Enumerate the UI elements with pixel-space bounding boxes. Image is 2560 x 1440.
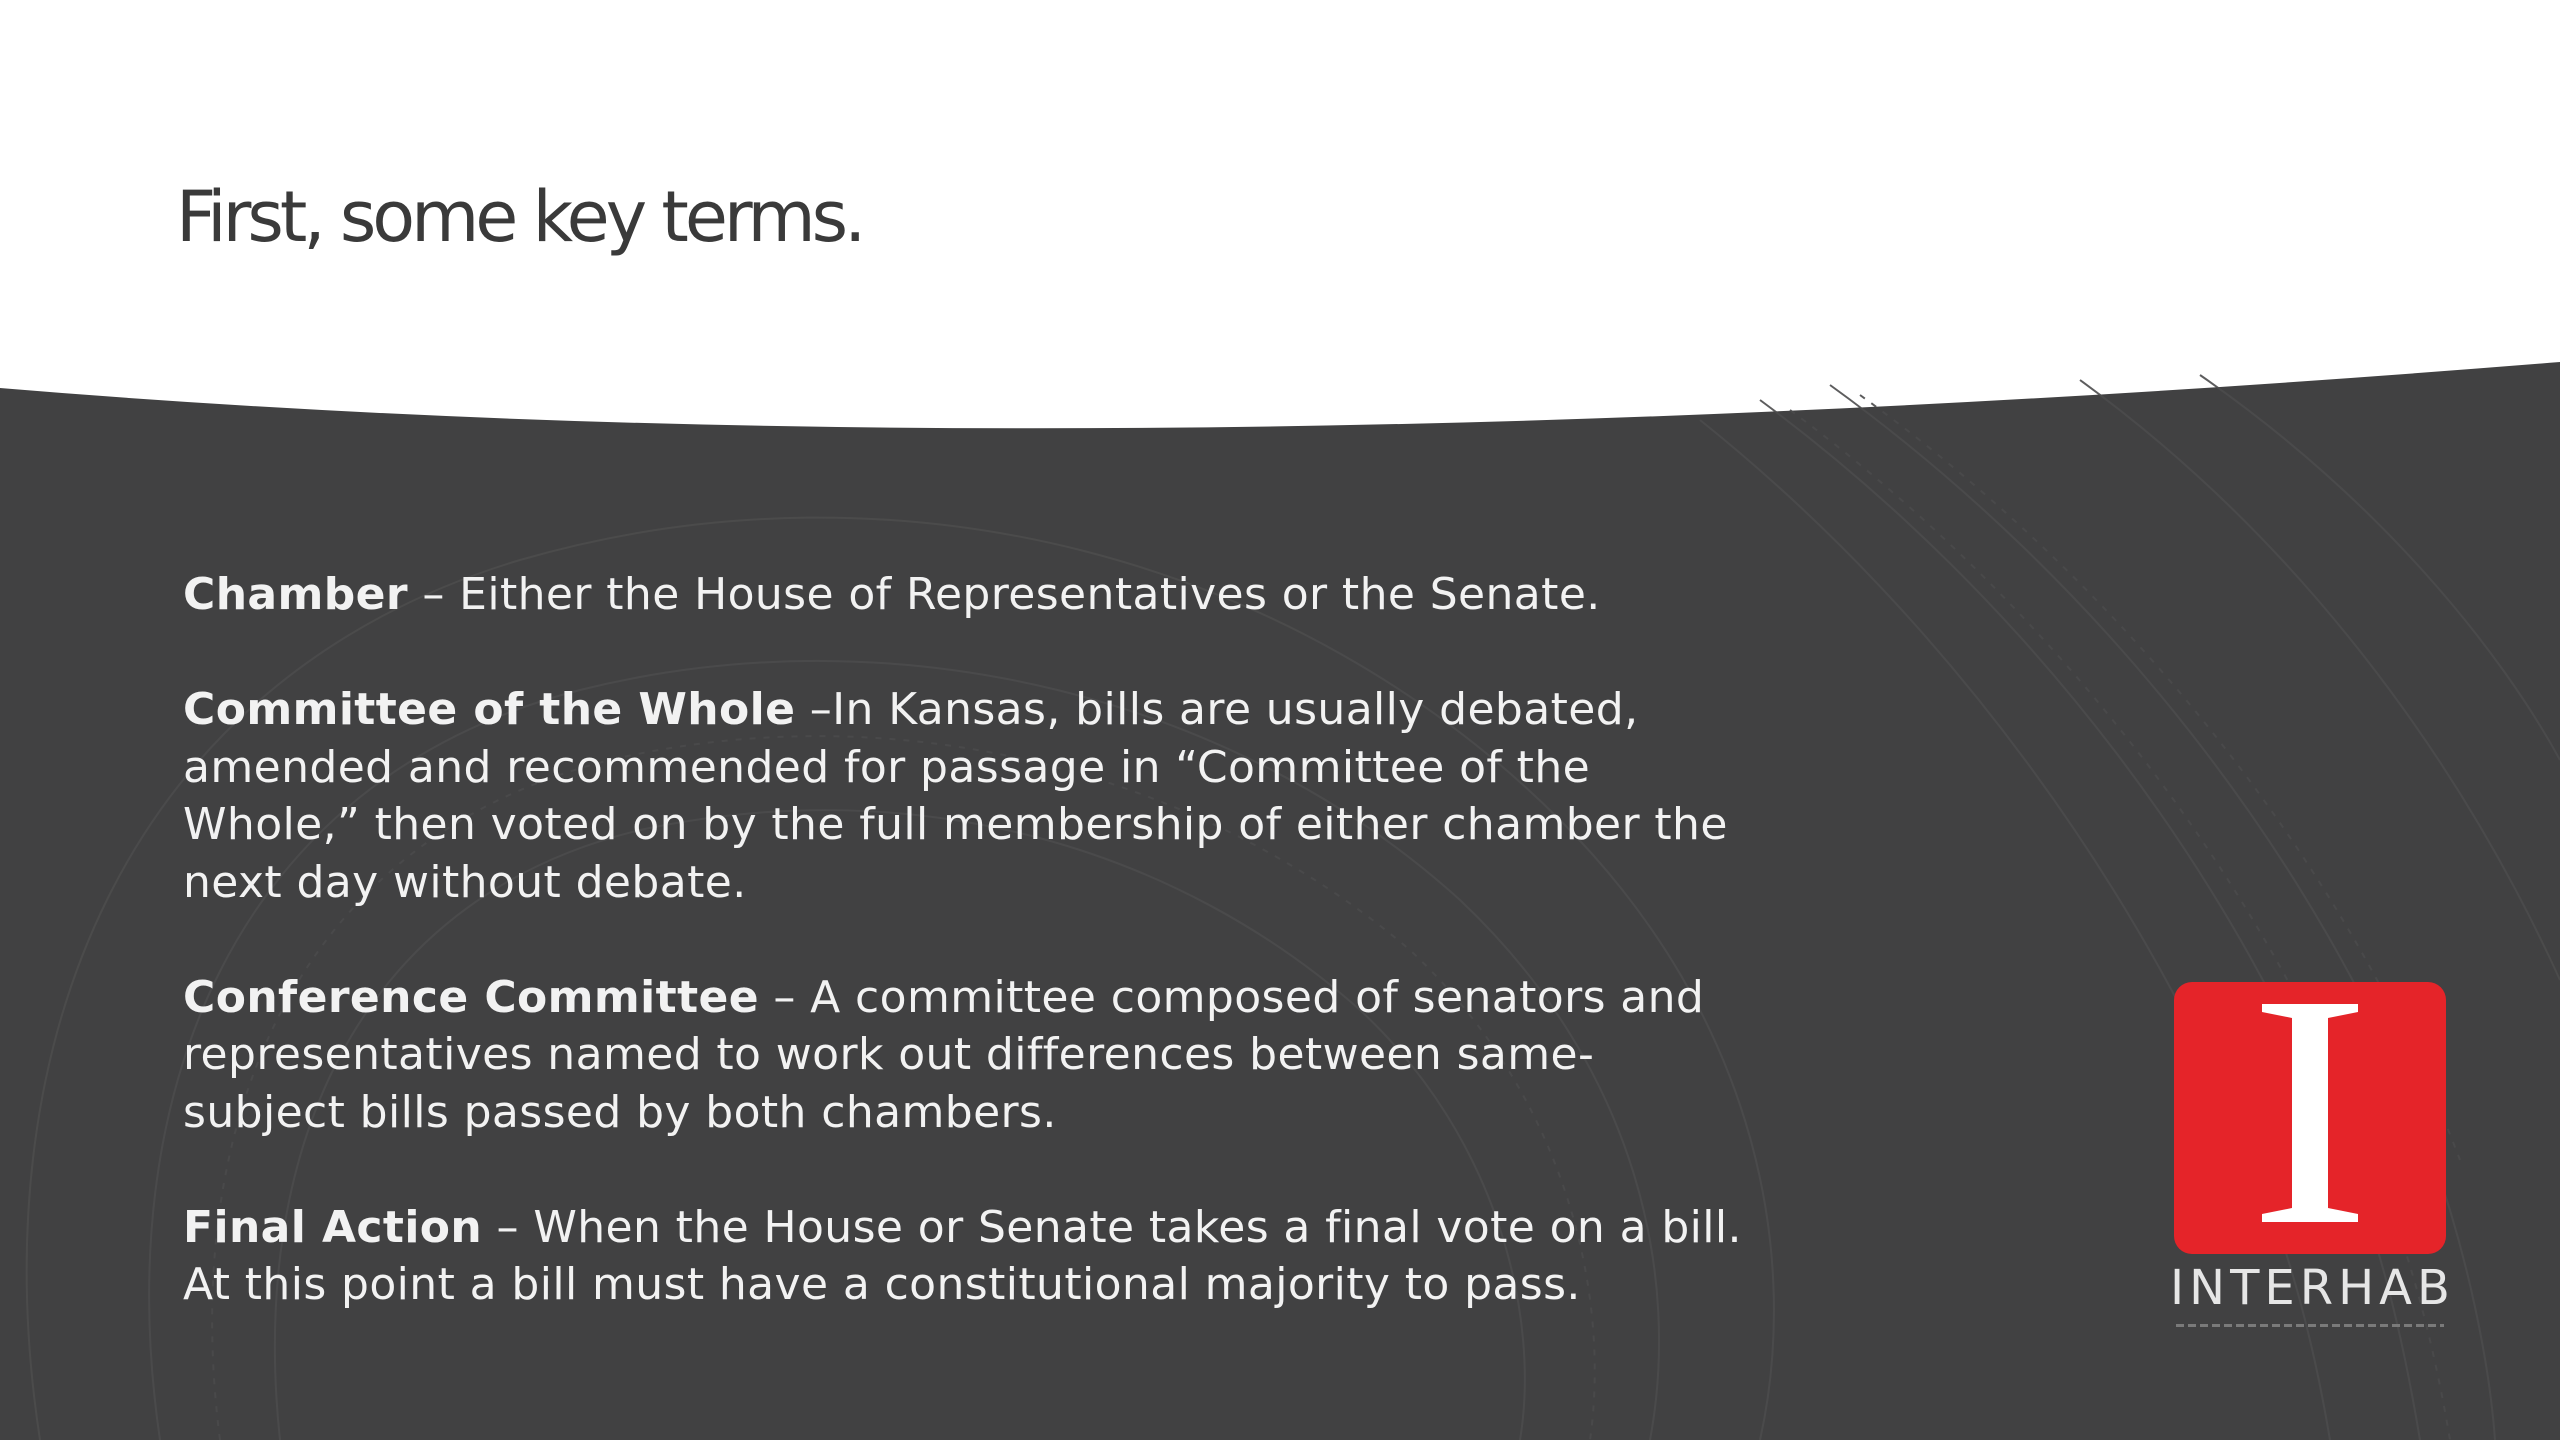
term-definition: – When the House or Senate takes a final vote on a bill. At this point a bill must have a constitutional majority to pass. bbox=[183, 1201, 1742, 1310]
logo-letter-i-icon bbox=[2174, 982, 2446, 1254]
term-final-action bbox=[183, 1199, 1743, 1314]
term-conference-committee bbox=[183, 969, 1743, 1142]
term-name: Committee of the Whole bbox=[183, 684, 796, 735]
term-definition: – Either the House of Representatives or the Senate. bbox=[408, 569, 1601, 620]
term-chamber bbox=[183, 566, 1743, 624]
term-name: Conference Committee bbox=[183, 971, 759, 1023]
logo-wordmark: INTERHAB bbox=[2170, 1260, 2455, 1316]
term-committee-of-the-whole bbox=[183, 681, 1743, 911]
key-terms-list bbox=[183, 566, 1743, 1314]
logo-mark bbox=[2174, 982, 2446, 1254]
slide-title: First, some key terms. bbox=[176, 176, 863, 258]
logo-tagline-line bbox=[2176, 1324, 2444, 1327]
term-name: Final Action bbox=[183, 1201, 483, 1253]
term-definition: – A committee composed of senators and representatives named to work out differences between same-subject bills passed by both chambers. bbox=[183, 971, 1705, 1138]
term-definition: –In Kansas, bills are usually debated, amended and recommended for passage in “Committee of the Whole,” then voted on by the full membership of either chamber the next day without debate. bbox=[183, 684, 1728, 908]
term-name: Chamber bbox=[183, 569, 408, 620]
